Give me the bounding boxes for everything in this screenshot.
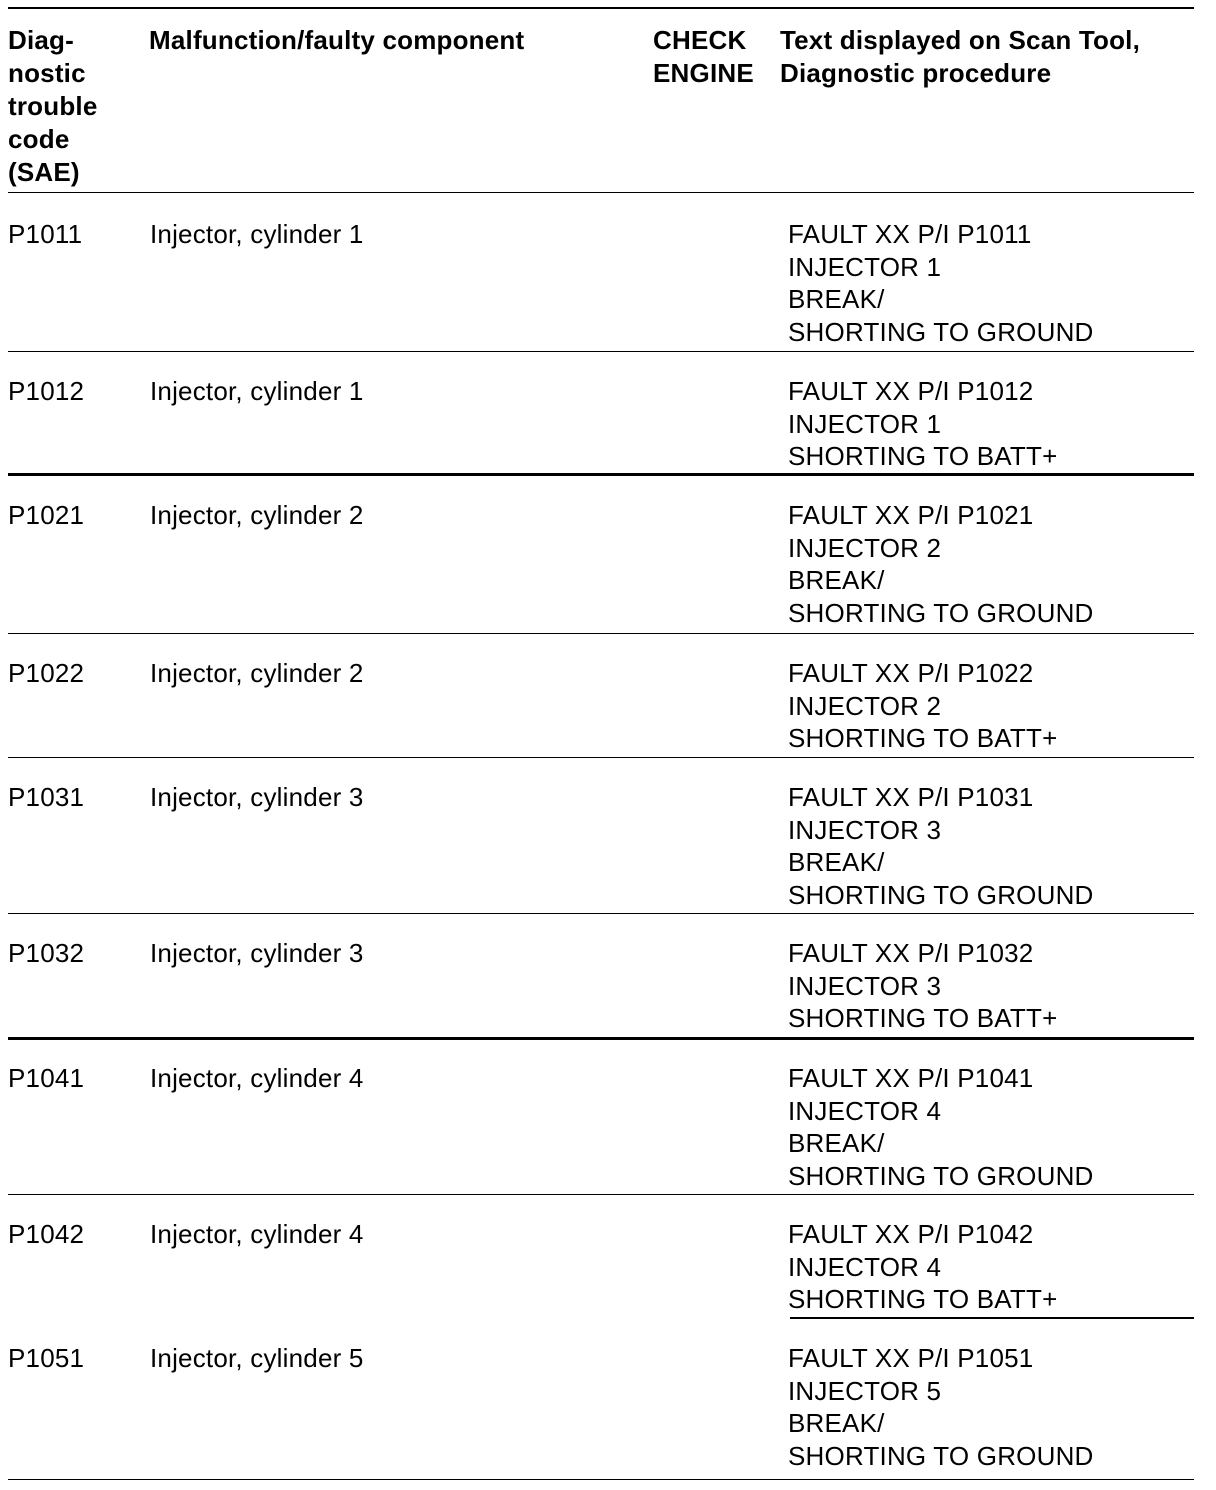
row-divider [8, 473, 1194, 476]
faulty-component: Injector, cylinder 5 [150, 1343, 364, 1373]
dtc-code: P1022 [8, 658, 85, 688]
scan-tool-text: FAULT XX P/I P1012 INJECTOR 1 SHORTING TO BATT+ [788, 376, 1058, 471]
scan-tool-text: FAULT XX P/I P1042 INJECTOR 4 SHORTING TO BATT+ [788, 1219, 1058, 1314]
table-header [0, 0, 1216, 192]
scan-tool-text: FAULT XX P/I P1041 INJECTOR 4 BREAK/ SHORTING TO GROUND [788, 1063, 1094, 1191]
row-divider [8, 351, 1194, 352]
header-scan-tool-text: Text displayed on Scan Tool, Diagnostic procedure [780, 25, 1141, 88]
scan-tool-text: FAULT XX P/I P1021 INJECTOR 2 BREAK/ SHORTING TO GROUND [788, 500, 1094, 628]
header-rule [8, 192, 1194, 193]
row-divider [8, 633, 1194, 634]
row-divider [8, 913, 1194, 914]
dtc-code: P1031 [8, 782, 85, 812]
header-check-engine: CHECK ENGINE [653, 25, 754, 88]
dtc-code: P1012 [8, 376, 85, 406]
row-divider [8, 1037, 1194, 1040]
dtc-code: P1041 [8, 1063, 85, 1093]
dtc-code: P1021 [8, 500, 85, 530]
table-bottom-rule [8, 1479, 1194, 1480]
scan-tool-text: FAULT XX P/I P1022 INJECTOR 2 SHORTING TO BATT+ [788, 658, 1058, 753]
faulty-component: Injector, cylinder 2 [150, 658, 364, 688]
faulty-component: Injector, cylinder 2 [150, 500, 364, 530]
dtc-code: P1051 [8, 1343, 85, 1373]
scan-tool-text: FAULT XX P/I P1032 INJECTOR 3 SHORTING TO BATT+ [788, 938, 1058, 1033]
scan-tool-text: FAULT XX P/I P1031 INJECTOR 3 BREAK/ SHORTING TO GROUND [788, 782, 1094, 910]
header-faulty-component: Malfunction/faulty component [149, 25, 525, 55]
row-divider [8, 757, 1194, 758]
dtc-code: P1032 [8, 938, 85, 968]
dtc-code: P1042 [8, 1219, 85, 1249]
row-divider [8, 1194, 1194, 1195]
faulty-component: Injector, cylinder 3 [150, 782, 364, 812]
row-divider [790, 1317, 1194, 1319]
faulty-component: Injector, cylinder 4 [150, 1219, 364, 1249]
header-dtc-code: Diag- nostic trouble code (SAE) [8, 25, 98, 187]
scan-tool-text: FAULT XX P/I P1011 INJECTOR 1 BREAK/ SHORTING TO GROUND [788, 219, 1094, 347]
faulty-component: Injector, cylinder 3 [150, 938, 364, 968]
faulty-component: Injector, cylinder 1 [150, 376, 364, 406]
faulty-component: Injector, cylinder 4 [150, 1063, 364, 1093]
faulty-component: Injector, cylinder 1 [150, 219, 364, 249]
dtc-code: P1011 [8, 219, 83, 249]
scan-tool-text: FAULT XX P/I P1051 INJECTOR 5 BREAK/ SHORTING TO GROUND [788, 1343, 1094, 1471]
